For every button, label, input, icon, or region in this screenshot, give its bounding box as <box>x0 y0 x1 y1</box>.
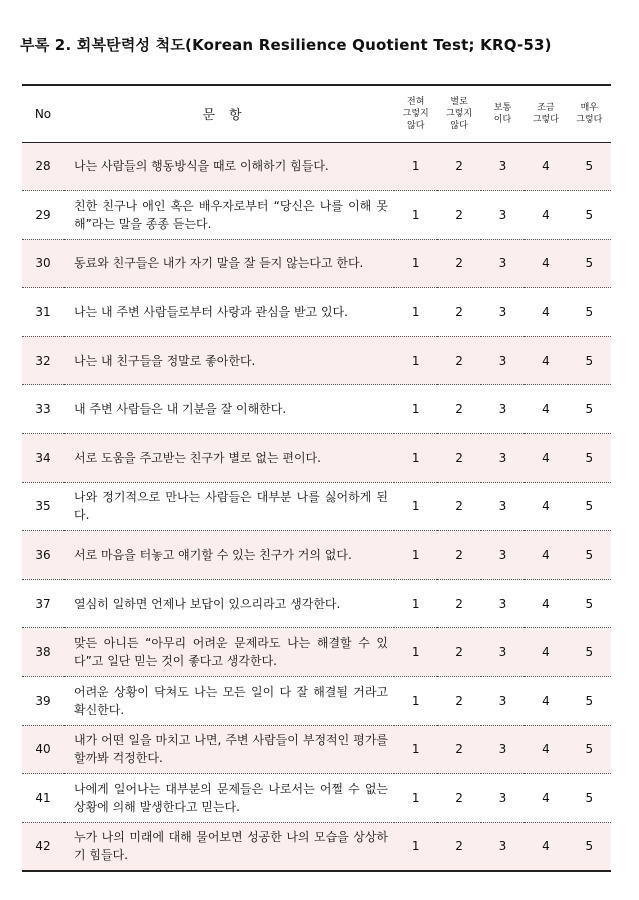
table-row <box>22 142 611 191</box>
header-option-line: 그렇지 <box>402 108 429 119</box>
item-number: 39 <box>22 677 64 726</box>
item-number: 28 <box>22 142 64 191</box>
item-text: 누가 나의 미래에 대해 물어보면 성공한 나의 모습을 상상하기 힘들다. <box>64 822 394 871</box>
header-option-line: 않다 <box>407 120 425 131</box>
scale-option-4[interactable]: 4 <box>524 822 567 871</box>
table-row <box>22 336 611 385</box>
scale-option-4[interactable]: 4 <box>524 725 567 774</box>
scale-option-2[interactable]: 2 <box>437 482 480 531</box>
item-number: 34 <box>22 434 64 483</box>
item-text: 서로 도움을 주고받는 친구가 별로 없는 편이다. <box>64 434 394 483</box>
header-option-line: 전혀 <box>407 96 425 107</box>
item-text: 나는 사람들의 행동방식을 때로 이해하기 힘들다. <box>64 142 394 191</box>
scale-option-5[interactable]: 5 <box>568 434 611 483</box>
scale-option-1[interactable]: 1 <box>394 774 437 823</box>
table-row <box>22 434 611 483</box>
scale-option-3[interactable]: 3 <box>481 774 524 823</box>
header-option-line: 매우 <box>580 102 598 113</box>
scale-option-1[interactable]: 1 <box>394 677 437 726</box>
table-row <box>22 482 611 531</box>
scale-option-5[interactable]: 5 <box>568 628 611 677</box>
scale-option-2[interactable]: 2 <box>437 822 480 871</box>
scale-option-1[interactable]: 1 <box>394 579 437 628</box>
item-number: 33 <box>22 385 64 434</box>
scale-option-2[interactable]: 2 <box>437 774 480 823</box>
item-number: 37 <box>22 579 64 628</box>
scale-option-1[interactable]: 1 <box>394 239 437 288</box>
item-number: 36 <box>22 531 64 580</box>
scale-option-2[interactable]: 2 <box>437 239 480 288</box>
scale-option-4[interactable]: 4 <box>524 628 567 677</box>
scale-option-5[interactable]: 5 <box>568 142 611 191</box>
table-row <box>22 822 611 871</box>
item-text: 나와 정기적으로 만나는 사람들은 대부분 나를 싫어하게 된다. <box>64 482 394 531</box>
scale-option-1[interactable]: 1 <box>394 385 437 434</box>
table-body <box>22 142 611 871</box>
table-row <box>22 385 611 434</box>
scale-option-5[interactable]: 5 <box>568 579 611 628</box>
item-number: 29 <box>22 191 64 240</box>
scale-option-3[interactable]: 3 <box>481 531 524 580</box>
scale-option-5[interactable]: 5 <box>568 239 611 288</box>
header-option-4 <box>524 85 567 142</box>
scale-option-4[interactable]: 4 <box>524 142 567 191</box>
header-option-line: 그렇지 <box>446 108 473 119</box>
item-text: 서로 마음을 터놓고 얘기할 수 있는 친구가 거의 없다. <box>64 531 394 580</box>
scale-option-5[interactable]: 5 <box>568 725 611 774</box>
scale-option-4[interactable]: 4 <box>524 336 567 385</box>
table-row <box>22 579 611 628</box>
table-row <box>22 531 611 580</box>
scale-option-5[interactable]: 5 <box>568 677 611 726</box>
scale-option-3[interactable]: 3 <box>481 434 524 483</box>
scale-option-2[interactable]: 2 <box>437 288 480 337</box>
header-row <box>22 85 611 142</box>
item-text: 나는 내 주변 사람들로부터 사랑과 관심을 받고 있다. <box>64 288 394 337</box>
item-text: 열심히 일하면 언제나 보답이 있으리라고 생각한다. <box>64 579 394 628</box>
scale-option-3[interactable]: 3 <box>481 142 524 191</box>
scale-option-1[interactable]: 1 <box>394 191 437 240</box>
scale-option-1[interactable]: 1 <box>394 725 437 774</box>
scale-option-5[interactable]: 5 <box>568 288 611 337</box>
scale-option-5[interactable]: 5 <box>568 774 611 823</box>
scale-option-2[interactable]: 2 <box>437 531 480 580</box>
krq-table <box>22 84 611 872</box>
item-text: 내가 어떤 일을 마치고 나면, 주변 사람들이 부정적인 평가를 할까봐 걱정한다. <box>64 725 394 774</box>
scale-option-1[interactable]: 1 <box>394 288 437 337</box>
scale-option-2[interactable]: 2 <box>437 142 480 191</box>
scale-option-1[interactable]: 1 <box>394 531 437 580</box>
item-text: 나에게 일어나는 대부분의 문제들은 나로서는 어쩔 수 없는 상황에 의해 발생한다고 믿는다. <box>64 774 394 823</box>
scale-option-3[interactable]: 3 <box>481 725 524 774</box>
table-row <box>22 239 611 288</box>
scale-option-1[interactable]: 1 <box>394 628 437 677</box>
scale-option-1[interactable]: 1 <box>394 822 437 871</box>
scale-option-3[interactable]: 3 <box>481 628 524 677</box>
scale-option-2[interactable]: 2 <box>437 434 480 483</box>
item-number: 30 <box>22 239 64 288</box>
scale-option-5[interactable]: 5 <box>568 336 611 385</box>
table-row <box>22 628 611 677</box>
scale-option-2[interactable]: 2 <box>437 628 480 677</box>
item-number: 31 <box>22 288 64 337</box>
scale-option-2[interactable]: 2 <box>437 677 480 726</box>
scale-option-2[interactable]: 2 <box>437 385 480 434</box>
item-text: 어려운 상황이 닥쳐도 나는 모든 일이 다 잘 해결될 거라고 확신한다. <box>64 677 394 726</box>
scale-option-2[interactable]: 2 <box>437 579 480 628</box>
table-row <box>22 677 611 726</box>
table-row <box>22 288 611 337</box>
scale-option-4[interactable]: 4 <box>524 288 567 337</box>
scale-option-3[interactable]: 3 <box>481 385 524 434</box>
item-text: 맞든 아니든 “아무리 어려운 문제라도 나는 해결할 수 있다”고 일단 믿는 것이 좋다고 생각한다. <box>64 628 394 677</box>
scale-option-1[interactable]: 1 <box>394 482 437 531</box>
table-row <box>22 725 611 774</box>
scale-option-2[interactable]: 2 <box>437 725 480 774</box>
scale-option-4[interactable]: 4 <box>524 579 567 628</box>
item-text: 나는 내 친구들을 정말로 좋아한다. <box>64 336 394 385</box>
scale-option-1[interactable]: 1 <box>394 142 437 191</box>
header-option-line: 이다 <box>493 114 512 125</box>
header-option-3 <box>481 85 524 142</box>
item-number: 32 <box>22 336 64 385</box>
item-number: 38 <box>22 628 64 677</box>
scale-option-2[interactable]: 2 <box>437 336 480 385</box>
scale-option-4[interactable]: 4 <box>524 191 567 240</box>
scale-option-4[interactable]: 4 <box>524 531 567 580</box>
header-option-2 <box>437 85 480 142</box>
item-number: 40 <box>22 725 64 774</box>
scale-option-5[interactable]: 5 <box>568 385 611 434</box>
scale-option-3[interactable]: 3 <box>481 677 524 726</box>
scale-option-4[interactable]: 4 <box>524 482 567 531</box>
scale-option-4[interactable]: 4 <box>524 385 567 434</box>
item-number: 35 <box>22 482 64 531</box>
page-title: 부록 2. 회복탄력성 척도(Korean Resilience Quotient Test; KRQ-53) <box>20 36 552 54</box>
header-option-1 <box>394 85 437 142</box>
header-option-line: 별로 <box>450 96 468 107</box>
header-no: No <box>22 85 64 142</box>
header-option-5 <box>568 85 611 142</box>
scale-option-3[interactable]: 3 <box>481 482 524 531</box>
header-item: 문항 <box>64 85 394 142</box>
item-number: 42 <box>22 822 64 871</box>
table-row <box>22 774 611 823</box>
table-row <box>22 191 611 240</box>
scale-option-3[interactable]: 3 <box>481 288 524 337</box>
scale-option-3[interactable]: 3 <box>481 239 524 288</box>
scale-option-5[interactable]: 5 <box>568 531 611 580</box>
item-text: 동료와 친구들은 내가 자기 말을 잘 듣지 않는다고 한다. <box>64 239 394 288</box>
scale-option-4[interactable]: 4 <box>524 434 567 483</box>
scale-option-1[interactable]: 1 <box>394 434 437 483</box>
item-text: 친한 친구나 애인 혹은 배우자로부터 “당신은 나를 이해 못해”라는 말을 종종 듣는다. <box>64 191 394 240</box>
header-option-line: 그렇다 <box>532 114 559 125</box>
scale-option-4[interactable]: 4 <box>524 677 567 726</box>
scale-option-2[interactable]: 2 <box>437 191 480 240</box>
scale-option-5[interactable]: 5 <box>568 822 611 871</box>
scale-option-5[interactable]: 5 <box>568 482 611 531</box>
header-option-line: 않다 <box>450 120 468 131</box>
item-number: 41 <box>22 774 64 823</box>
header-option-line: 보통 <box>493 102 512 113</box>
item-text: 내 주변 사람들은 내 기분을 잘 이해한다. <box>64 385 394 434</box>
scale-option-3[interactable]: 3 <box>481 579 524 628</box>
scale-option-1[interactable]: 1 <box>394 336 437 385</box>
scale-option-3[interactable]: 3 <box>481 822 524 871</box>
header-option-line: 조금 <box>537 102 555 113</box>
scale-option-3[interactable]: 3 <box>481 336 524 385</box>
header-option-line: 그렇다 <box>576 114 603 125</box>
scale-option-4[interactable]: 4 <box>524 239 567 288</box>
scale-option-4[interactable]: 4 <box>524 774 567 823</box>
scale-option-5[interactable]: 5 <box>568 191 611 240</box>
scale-option-3[interactable]: 3 <box>481 191 524 240</box>
